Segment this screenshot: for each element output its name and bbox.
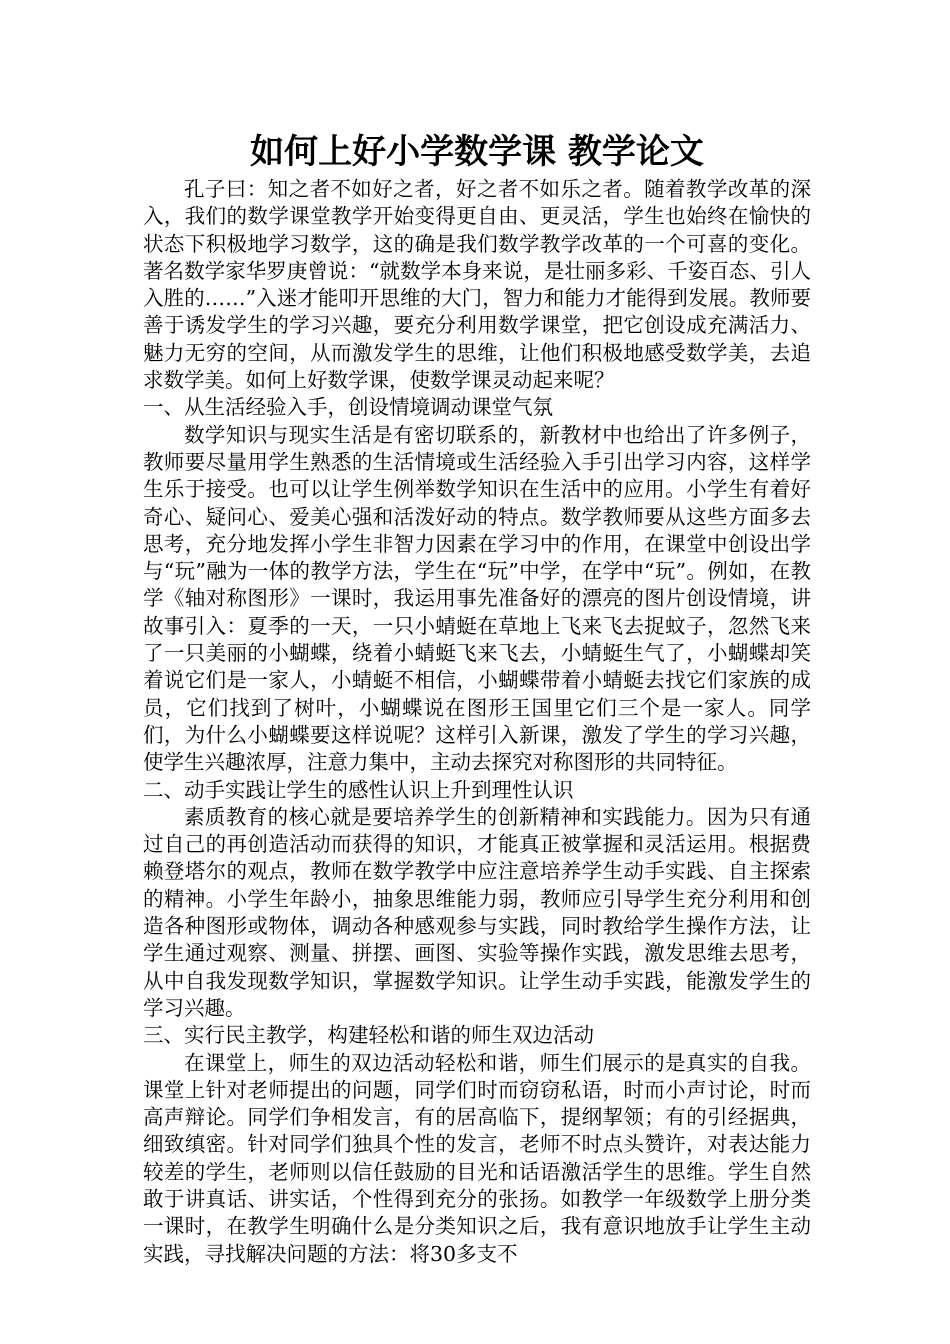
section-body-2: 素质教育的核心就是要培养学生的创新精神和实践能力。因为只有通过自己的再创造活动而获得的知识，才能真正被掌握和灵活运用。根据费赖登塔尔的观点，教师在数学教学中应注意培养学生动手实践、自主探索的精神。小学生年龄小，抽象思维能力弱，教师应引导学生充分利用和创造各种图形或物体，调动各种感观参与实践，同时教给学生操作方法，让学生通过观察、测量、拼摆、画图、实验等操作实践，激发思维去思考，从中自我发现数学知识，掌握数学知识。让学生动手实践，能激发学生的学习兴趣。 [143, 804, 811, 1020]
document-page [143, 128, 811, 1268]
intro-paragraph: 孔子曰：知之者不如好之者，好之者不如乐之者。随着教学改革的深入，我们的数学课堂教学开始变得更自由、更灵活，学生也始终在愉快的状态下积极地学习数学，这的确是我们数学教学改革的一个可喜的变化。著名数学家华罗庚曾说：“就数学本身来说，是壮丽多彩、千姿百态、引人入胜的……”入迷才能叩开思维的大门，智力和能力才能得到发展。教师要善于诱发学生的学习兴趣，要充分利用数学课堂，把它创设成充满活力、魅力无穷的空间，从而激发学生的思维，让他们积极地感受数学美，去追求数学美。如何上好数学课，使数学课灵动起来呢？ [143, 177, 811, 393]
section-heading-1: 一、从生活经验入手，创设情境调动课堂气氛 [143, 395, 553, 420]
section-heading-2: 二、动手实践让学生的感性认识上升到理性认识 [143, 777, 574, 802]
section-body-1: 数学知识与现实生活是有密切联系的，新教材中也给出了许多例子，教师要尽量用学生熟悉的生活情境或生活经验入手引出学习内容，这样学生乐于接受。也可以让学生例举数学知识在生活中的应用。小学生有着好奇心、疑问心、爱美心强和活泼好动的特点。数学教师要从这些方面多去思考，充分地发挥小学生非智力因素在学习中的作用，在课堂中创设出学与“玩”融为一体的教学方法，学生在“玩”中学，在学中“玩”。例如，在教学《轴对称图形》一课时，我运用事先准备好的漂亮的图片创设情境，讲故事引入：夏季的一天，一只小蜻蜓在草地上飞来飞去捉蚊子，忽然飞来了一只美丽的小蝴蝶，绕着小蜻蜓飞来飞去，小蜻蜓生气了，小蝴蝶却笑着说它们是一家人，小蜻蜓不相信，小蝴蝶带着小蜻蜓去找它们家族的成员，它们找到了树叶，小蝴蝶说在图形王国里它们三个是一家人。同学们，为什么小蝴蝶要这样说呢？这样引入新课，激发了学生的学习兴趣，使学生兴趣浓厚，注意力集中，主动去探究对称图形的共同特征。 [143, 422, 811, 775]
document-title: 如何上好小学数学课 教学论文 [250, 132, 704, 172]
section-body-3: 在课堂上，师生的双边活动轻松和谐，师生们展示的是真实的自我。课堂上针对老师提出的问题，同学们时而窃窃私语，时而小声讨论，时而高声辩论。同学们争相发言，有的居高临下，提纲挈领；有的引经据典，细致缜密。针对同学们独具个性的发言，老师不时点头赞许，对表达能力较差的学生，老师则以信任鼓励的目光和话语激活学生的思维。学生自然敢于讲真话、讲实话，个性得到充分的张扬。如教学一年级数学上册分类一课时，在教学生明确什么是分类知识之后，我有意识地放手让学生主动实践，寻找解决问题的方法：将30多支不 [143, 1050, 811, 1266]
section-heading-3: 三、实行民主教学，构建轻松和谐的师生双边活动 [143, 1023, 594, 1048]
